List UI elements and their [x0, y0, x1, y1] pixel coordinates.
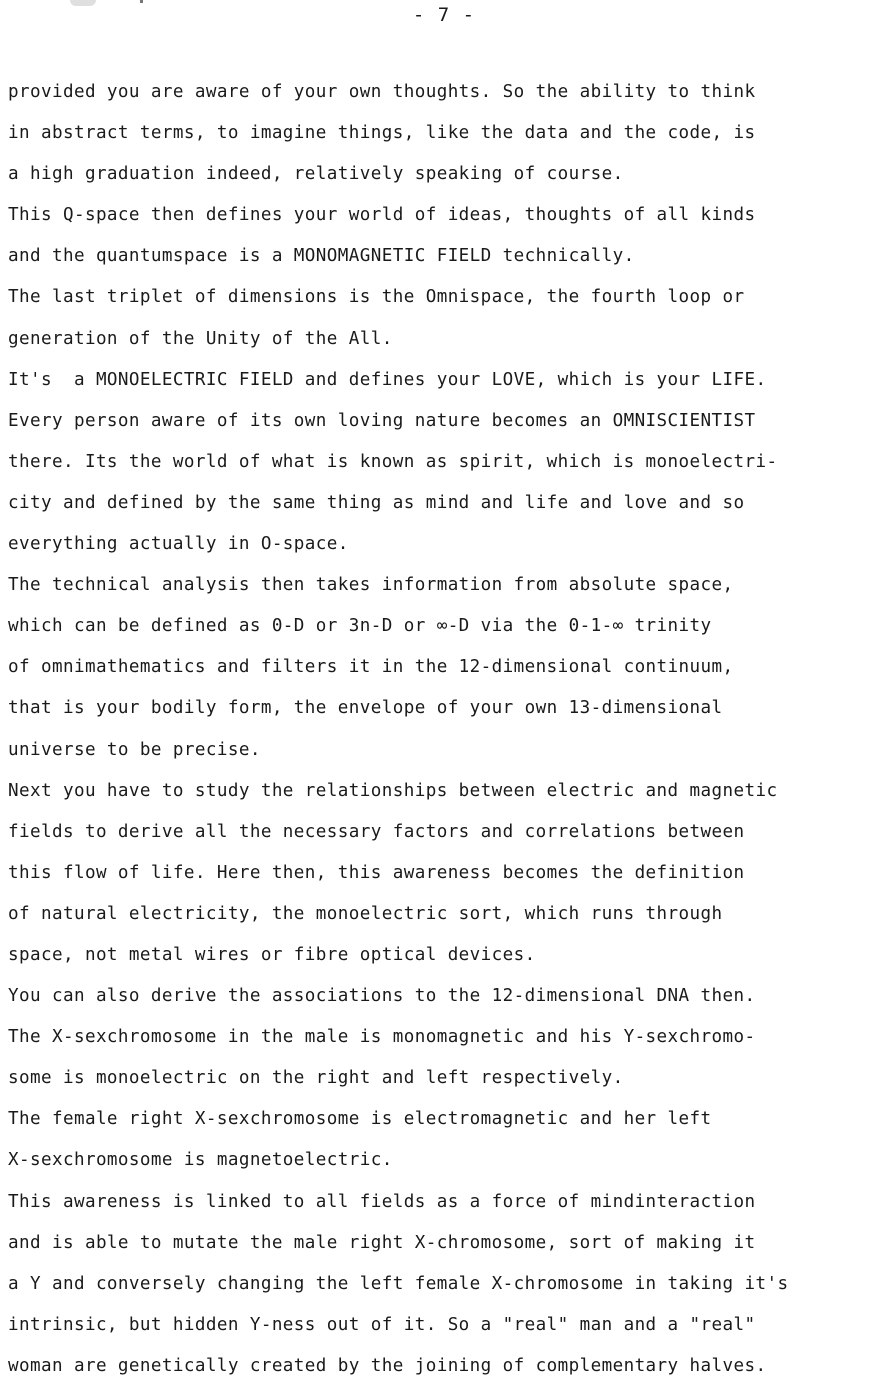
text-line: intrinsic, but hidden Y-ness out of it. So a "real" man and a "real" [8, 1314, 756, 1335]
text-line: Next you have to study the relationships between electric and magnetic [8, 780, 778, 801]
text-line: The X-sexchromosome in the male is monomagnetic and his Y-sexchromo- [8, 1027, 756, 1048]
text-line: a high graduation indeed, relatively speaking of course. [8, 164, 624, 185]
text-line: fields to derive all the necessary factors and correlations between [8, 821, 745, 842]
text-line: in abstract terms, to imagine things, like the data and the code, is [8, 123, 756, 144]
text-line: this flow of life. Here then, this awareness becomes the definition [8, 862, 745, 883]
page-number: - 7 - [412, 4, 476, 26]
text-line: universe to be precise. [8, 739, 261, 760]
text-line: city and defined by the same thing as mind and life and love and so [8, 492, 745, 513]
text-line: This Q-space then defines your world of ideas, thoughts of all kinds [8, 205, 756, 226]
text-line: everything actually in O-space. [8, 534, 349, 555]
text-line: of natural electricity, the monoelectric sort, which runs through [8, 903, 723, 924]
text-line: and is able to mutate the male right X-chromosome, sort of making it [8, 1232, 756, 1253]
text-line: The female right X-sexchromosome is electromagnetic and her left [8, 1109, 712, 1130]
text-line: of omnimathematics and filters it in the 12-dimensional continuum, [8, 657, 734, 678]
text-line: It's a MONOELECTRIC FIELD and defines your LOVE, which is your LIFE. [8, 369, 767, 390]
scan-dot [140, 0, 143, 3]
text-line: space, not metal wires or fibre optical devices. [8, 944, 536, 965]
text-line: that is your bodily form, the envelope of your own 13-dimensional [8, 698, 723, 719]
text-line: The technical analysis then takes information from absolute space, [8, 575, 734, 596]
text-line: a Y and conversely changing the left female X-chromosome in taking it's [8, 1273, 789, 1294]
text-line: Every person aware of its own loving nature becomes an OMNISCIENTIST [8, 410, 756, 431]
text-line: woman are genetically created by the joining of complementary halves. [8, 1355, 767, 1376]
text-line: which can be defined as 0-D or 3n-D or ∞-D via the 0-1-∞ trinity [8, 616, 712, 637]
text-line: generation of the Unity of the All. [8, 328, 393, 349]
text-line: This awareness is linked to all fields as a force of mindinteraction [8, 1191, 756, 1212]
text-line: there. Its the world of what is known as spirit, which is monoelectri- [8, 451, 778, 472]
text-line: You can also derive the associations to the 12-dimensional DNA then. [8, 986, 756, 1007]
text-line: X-sexchromosome is magnetoelectric. [8, 1150, 393, 1171]
text-line: provided you are aware of your own thoughts. So the ability to think [8, 82, 756, 102]
typewritten-body [8, 72, 883, 1387]
text-line: and the quantumspace is a MONOMAGNETIC FIELD technically. [8, 246, 635, 267]
text-line: some is monoelectric on the right and left respectively. [8, 1068, 624, 1089]
text-line: The last triplet of dimensions is the Omnispace, the fourth loop or [8, 287, 745, 308]
